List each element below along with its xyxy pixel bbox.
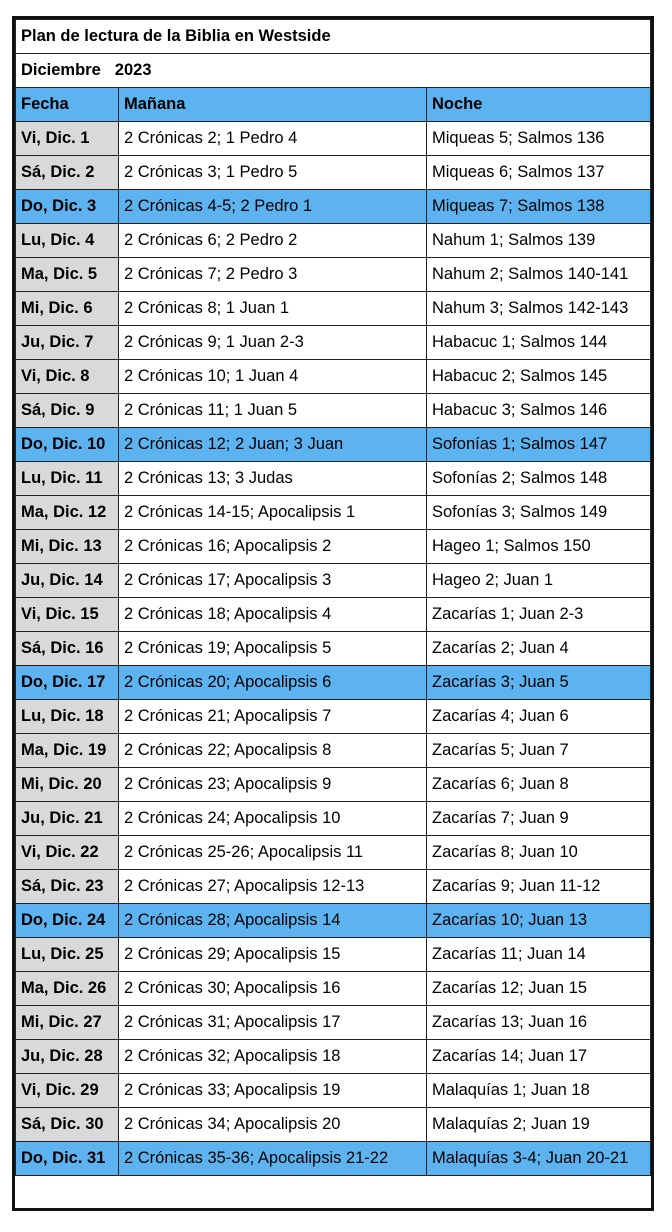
morning-reading-cell: 2 Crónicas 18; Apocalipsis 4	[119, 598, 427, 632]
morning-reading-cell: 2 Crónicas 33; Apocalipsis 19	[119, 1074, 427, 1108]
morning-reading-cell: 2 Crónicas 17; Apocalipsis 3	[119, 564, 427, 598]
evening-reading-cell: Zacarías 13; Juan 16	[427, 1006, 651, 1040]
date-cell: Sá, Dic. 23	[16, 870, 119, 904]
evening-reading-cell: Nahum 1; Salmos 139	[427, 224, 651, 258]
morning-reading-cell: 2 Crónicas 7; 2 Pedro 3	[119, 258, 427, 292]
reading-plan-table	[15, 19, 651, 1176]
morning-reading-cell: 2 Crónicas 23; Apocalipsis 9	[119, 768, 427, 802]
morning-reading-cell: 2 Crónicas 3; 1 Pedro 5	[119, 156, 427, 190]
morning-reading-cell: 2 Crónicas 35-36; Apocalipsis 21-22	[119, 1142, 427, 1176]
title-row	[16, 20, 651, 54]
table-row	[16, 428, 651, 462]
date-cell: Sá, Dic. 9	[16, 394, 119, 428]
date-cell: Do, Dic. 3	[16, 190, 119, 224]
table-row	[16, 258, 651, 292]
table-row	[16, 496, 651, 530]
morning-reading-cell: 2 Crónicas 29; Apocalipsis 15	[119, 938, 427, 972]
header-row	[16, 88, 651, 122]
evening-reading-cell: Nahum 3; Salmos 142-143	[427, 292, 651, 326]
table-row	[16, 122, 651, 156]
evening-reading-cell: Sofonías 1; Salmos 147	[427, 428, 651, 462]
table-row	[16, 156, 651, 190]
evening-reading-cell: Zacarías 14; Juan 17	[427, 1040, 651, 1074]
table-row	[16, 360, 651, 394]
date-cell: Ma, Dic. 12	[16, 496, 119, 530]
date-cell: Vi, Dic. 1	[16, 122, 119, 156]
table-row	[16, 972, 651, 1006]
date-cell: Ju, Dic. 14	[16, 564, 119, 598]
date-cell: Lu, Dic. 4	[16, 224, 119, 258]
table-row	[16, 564, 651, 598]
date-cell: Mi, Dic. 13	[16, 530, 119, 564]
table-row	[16, 1074, 651, 1108]
date-cell: Ju, Dic. 28	[16, 1040, 119, 1074]
date-cell: Ma, Dic. 19	[16, 734, 119, 768]
evening-reading-cell: Zacarías 2; Juan 4	[427, 632, 651, 666]
evening-reading-cell: Zacarías 10; Juan 13	[427, 904, 651, 938]
morning-reading-cell: 2 Crónicas 11; 1 Juan 5	[119, 394, 427, 428]
table-row	[16, 292, 651, 326]
date-cell: Sá, Dic. 2	[16, 156, 119, 190]
table-row	[16, 326, 651, 360]
table-row	[16, 1006, 651, 1040]
date-cell: Lu, Dic. 18	[16, 700, 119, 734]
evening-reading-cell: Habacuc 1; Salmos 144	[427, 326, 651, 360]
date-cell: Vi, Dic. 22	[16, 836, 119, 870]
evening-reading-cell: Sofonías 3; Salmos 149	[427, 496, 651, 530]
evening-reading-cell: Nahum 2; Salmos 140-141	[427, 258, 651, 292]
table-row	[16, 802, 651, 836]
date-cell: Lu, Dic. 25	[16, 938, 119, 972]
evening-reading-cell: Zacarías 3; Juan 5	[427, 666, 651, 700]
table-row	[16, 394, 651, 428]
evening-reading-cell: Zacarías 7; Juan 9	[427, 802, 651, 836]
date-cell: Do, Dic. 24	[16, 904, 119, 938]
page-title: Plan de lectura de la Biblia en Westside	[16, 20, 651, 54]
evening-reading-cell: Zacarías 11; Juan 14	[427, 938, 651, 972]
table-row	[16, 224, 651, 258]
table-row	[16, 598, 651, 632]
table-row	[16, 768, 651, 802]
reading-plan-sheet	[12, 16, 654, 1211]
date-cell: Vi, Dic. 29	[16, 1074, 119, 1108]
table-row	[16, 1142, 651, 1176]
morning-reading-cell: 2 Crónicas 8; 1 Juan 1	[119, 292, 427, 326]
morning-reading-cell: 2 Crónicas 25-26; Apocalipsis 11	[119, 836, 427, 870]
morning-reading-cell: 2 Crónicas 13; 3 Judas	[119, 462, 427, 496]
header-date: Fecha	[16, 88, 119, 122]
morning-reading-cell: 2 Crónicas 34; Apocalipsis 20	[119, 1108, 427, 1142]
date-cell: Sá, Dic. 30	[16, 1108, 119, 1142]
table-row	[16, 700, 651, 734]
month-row	[16, 54, 651, 88]
morning-reading-cell: 2 Crónicas 24; Apocalipsis 10	[119, 802, 427, 836]
evening-reading-cell: Hageo 2; Juan 1	[427, 564, 651, 598]
morning-reading-cell: 2 Crónicas 31; Apocalipsis 17	[119, 1006, 427, 1040]
month-name: Diciembre	[21, 61, 101, 79]
morning-reading-cell: 2 Crónicas 14-15; Apocalipsis 1	[119, 496, 427, 530]
date-cell: Mi, Dic. 27	[16, 1006, 119, 1040]
evening-reading-cell: Zacarías 6; Juan 8	[427, 768, 651, 802]
table-row	[16, 904, 651, 938]
evening-reading-cell: Zacarías 8; Juan 10	[427, 836, 651, 870]
table-row	[16, 1108, 651, 1142]
morning-reading-cell: 2 Crónicas 27; Apocalipsis 12-13	[119, 870, 427, 904]
date-cell: Vi, Dic. 15	[16, 598, 119, 632]
date-cell: Do, Dic. 31	[16, 1142, 119, 1176]
table-row	[16, 938, 651, 972]
month-label	[16, 54, 651, 88]
morning-reading-cell: 2 Crónicas 6; 2 Pedro 2	[119, 224, 427, 258]
evening-reading-cell: Miqueas 7; Salmos 138	[427, 190, 651, 224]
evening-reading-cell: Zacarías 12; Juan 15	[427, 972, 651, 1006]
evening-reading-cell: Habacuc 3; Salmos 146	[427, 394, 651, 428]
evening-reading-cell: Zacarías 9; Juan 11-12	[427, 870, 651, 904]
evening-reading-cell: Miqueas 5; Salmos 136	[427, 122, 651, 156]
table-row	[16, 836, 651, 870]
morning-reading-cell: 2 Crónicas 19; Apocalipsis 5	[119, 632, 427, 666]
evening-reading-cell: Zacarías 1; Juan 2-3	[427, 598, 651, 632]
table-row	[16, 530, 651, 564]
morning-reading-cell: 2 Crónicas 9; 1 Juan 2-3	[119, 326, 427, 360]
date-cell: Mi, Dic. 6	[16, 292, 119, 326]
evening-reading-cell: Habacuc 2; Salmos 145	[427, 360, 651, 394]
table-row	[16, 632, 651, 666]
morning-reading-cell: 2 Crónicas 32; Apocalipsis 18	[119, 1040, 427, 1074]
table-row	[16, 190, 651, 224]
morning-reading-cell: 2 Crónicas 16; Apocalipsis 2	[119, 530, 427, 564]
morning-reading-cell: 2 Crónicas 28; Apocalipsis 14	[119, 904, 427, 938]
table-row	[16, 666, 651, 700]
morning-reading-cell: 2 Crónicas 4-5; 2 Pedro 1	[119, 190, 427, 224]
date-cell: Do, Dic. 10	[16, 428, 119, 462]
date-cell: Ju, Dic. 21	[16, 802, 119, 836]
header-evening: Noche	[427, 88, 651, 122]
morning-reading-cell: 2 Crónicas 20; Apocalipsis 6	[119, 666, 427, 700]
morning-reading-cell: 2 Crónicas 22; Apocalipsis 8	[119, 734, 427, 768]
table-row	[16, 870, 651, 904]
date-cell: Sá, Dic. 16	[16, 632, 119, 666]
evening-reading-cell: Malaquías 3-4; Juan 20-21	[427, 1142, 651, 1176]
evening-reading-cell: Zacarías 5; Juan 7	[427, 734, 651, 768]
morning-reading-cell: 2 Crónicas 2; 1 Pedro 4	[119, 122, 427, 156]
morning-reading-cell: 2 Crónicas 21; Apocalipsis 7	[119, 700, 427, 734]
date-cell: Lu, Dic. 11	[16, 462, 119, 496]
year-label: 2023	[114, 61, 152, 79]
date-cell: Ma, Dic. 26	[16, 972, 119, 1006]
evening-reading-cell: Miqueas 6; Salmos 137	[427, 156, 651, 190]
evening-reading-cell: Malaquías 2; Juan 19	[427, 1108, 651, 1142]
header-morning: Mañana	[119, 88, 427, 122]
evening-reading-cell: Hageo 1; Salmos 150	[427, 530, 651, 564]
morning-reading-cell: 2 Crónicas 10; 1 Juan 4	[119, 360, 427, 394]
morning-reading-cell: 2 Crónicas 12; 2 Juan; 3 Juan	[119, 428, 427, 462]
morning-reading-cell: 2 Crónicas 30; Apocalipsis 16	[119, 972, 427, 1006]
evening-reading-cell: Zacarías 4; Juan 6	[427, 700, 651, 734]
date-cell: Ju, Dic. 7	[16, 326, 119, 360]
table-row	[16, 734, 651, 768]
date-cell: Ma, Dic. 5	[16, 258, 119, 292]
table-row	[16, 1040, 651, 1074]
date-cell: Vi, Dic. 8	[16, 360, 119, 394]
evening-reading-cell: Sofonías 2; Salmos 148	[427, 462, 651, 496]
date-cell: Do, Dic. 17	[16, 666, 119, 700]
evening-reading-cell: Malaquías 1; Juan 18	[427, 1074, 651, 1108]
date-cell: Mi, Dic. 20	[16, 768, 119, 802]
table-row	[16, 462, 651, 496]
